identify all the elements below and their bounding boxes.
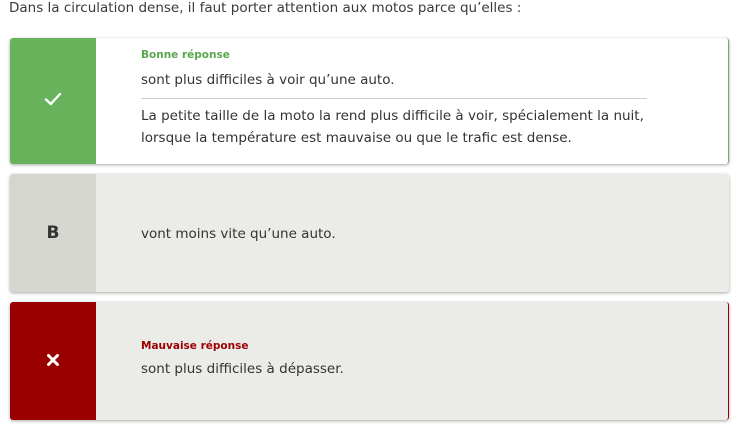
answer-letter: B (46, 223, 60, 243)
answer-option-b[interactable] (10, 174, 729, 292)
feedback-label-correct: Bonne réponse (141, 49, 230, 61)
divider (141, 98, 647, 99)
answer-marker-incorrect (10, 302, 96, 420)
answer-text: sont plus difficiles à voir qu’une auto. (141, 72, 395, 88)
answer-marker-letter (10, 174, 96, 292)
question-text: Dans la circulation dense, il faut porter attention aux motos parce qu’elles : (9, 0, 522, 16)
feedback-label-incorrect: Mauvaise réponse (141, 340, 249, 352)
answer-text: vont moins vite qu’une auto. (141, 226, 336, 242)
answer-option-c[interactable] (10, 302, 729, 420)
checkmark-icon (44, 91, 62, 111)
answer-marker-correct (10, 38, 96, 164)
answer-text: sont plus difficiles à dépasser. (141, 361, 344, 377)
answer-option-a[interactable] (10, 38, 729, 164)
answer-explanation: La petite taille de la moto la rend plus difficile à voir, spécialement la nuit, lorsque la température est mauvaise ou que le trafic est dense. (141, 108, 644, 146)
cross-icon (46, 352, 60, 371)
